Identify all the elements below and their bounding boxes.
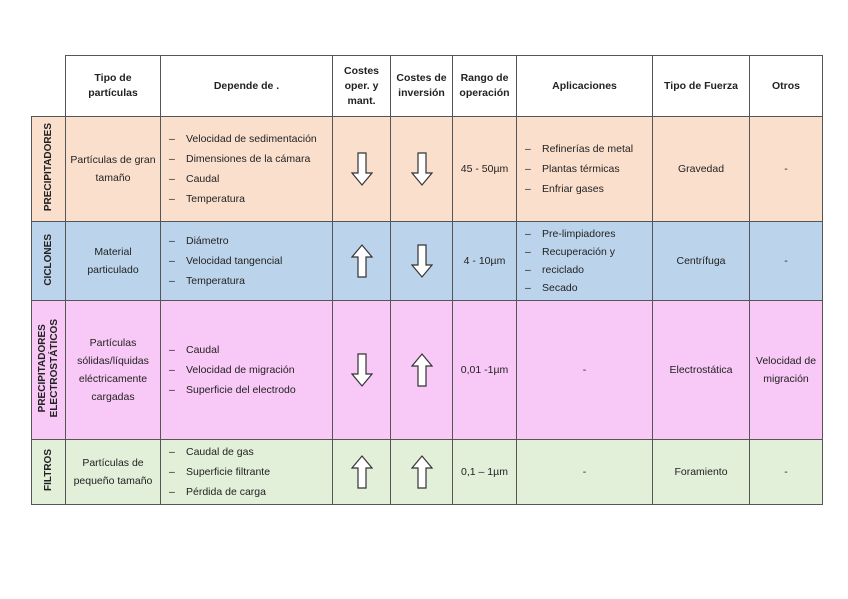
header-costes-inv: Costes de inversión	[391, 56, 453, 117]
cell-fuerza: Centrífuga	[653, 222, 750, 301]
row-electrostaticos	[32, 301, 823, 440]
cell-rango: 0,01 -1µm	[453, 301, 517, 440]
cell-costes-oper	[333, 117, 391, 222]
list-item: – Refinerías de metal	[525, 139, 648, 159]
row-label-cell	[32, 301, 66, 440]
list-item: – reciclado	[525, 261, 648, 279]
cell-depende	[161, 440, 333, 505]
list-item: – Caudal	[169, 340, 328, 360]
list-item: – Caudal de gas	[169, 442, 328, 462]
row-label-line2: ELECTROSTÁTICOS	[48, 319, 60, 418]
cell-aplicaciones: -	[517, 440, 653, 505]
list-item: – Caudal	[169, 169, 328, 189]
cell-rango: 45 - 50µm	[453, 117, 517, 222]
cell-costes-inv	[391, 117, 453, 222]
cell-tipo: Material particulado	[66, 222, 161, 301]
down-arrow-icon	[351, 152, 373, 186]
list-item: – Velocidad de migración	[169, 360, 328, 380]
header-tipo: Tipo de partículas	[66, 56, 161, 117]
cell-depende	[161, 301, 333, 440]
row-label-cell	[32, 117, 66, 222]
row-label-line1: PRECIPITADORES	[36, 324, 48, 413]
cell-costes-oper	[333, 222, 391, 301]
header-row	[32, 56, 823, 117]
cell-costes-inv	[391, 222, 453, 301]
cell-costes-oper	[333, 440, 391, 505]
row-label-cell	[32, 440, 66, 505]
cell-costes-oper	[333, 301, 391, 440]
cell-aplicaciones	[517, 117, 653, 222]
list-item: – Dimensiones de la cámara	[169, 149, 328, 169]
list-item: – Superficie filtrante	[169, 462, 328, 482]
row-label: CICLONES	[42, 233, 54, 286]
list-item: – Enfriar gases	[525, 179, 648, 199]
cell-otros: -	[750, 440, 823, 505]
cell-otros: Velocidad de migración	[750, 301, 823, 440]
header-otros: Otros	[750, 56, 823, 117]
cell-fuerza: Electrostática	[653, 301, 750, 440]
cell-rango: 4 - 10µm	[453, 222, 517, 301]
cell-costes-inv	[391, 440, 453, 505]
cell-depende	[161, 117, 333, 222]
comparison-table	[31, 55, 823, 505]
header-depende: Depende de .	[161, 56, 333, 117]
cell-fuerza: Foramiento	[653, 440, 750, 505]
up-arrow-icon	[411, 455, 433, 489]
list-item: – Plantas térmicas	[525, 159, 648, 179]
list-item: – Superficie del electrodo	[169, 380, 328, 400]
down-arrow-icon	[351, 353, 373, 387]
list-item: – Pérdida de carga	[169, 482, 328, 502]
header-rango: Rango de operación	[453, 56, 517, 117]
up-arrow-icon	[351, 455, 373, 489]
up-arrow-icon	[351, 244, 373, 278]
cell-aplicaciones: -	[517, 301, 653, 440]
cell-costes-inv	[391, 301, 453, 440]
list-item: – Temperatura	[169, 189, 328, 209]
cell-depende	[161, 222, 333, 301]
list-item: – Recuperación y	[525, 243, 648, 261]
list-item: – Temperatura	[169, 271, 328, 291]
row-label: PRECIPITADORES	[42, 123, 54, 212]
row-ciclones	[32, 222, 823, 301]
header-aplicaciones: Aplicaciones	[517, 56, 653, 117]
row-label: FILTROS	[42, 449, 54, 492]
cell-fuerza: Gravedad	[653, 117, 750, 222]
cell-aplicaciones	[517, 222, 653, 301]
cell-tipo: Partículas de gran tamaño	[66, 117, 161, 222]
row-label	[37, 319, 61, 417]
list-item: – Velocidad de sedimentación	[169, 129, 328, 149]
row-label-cell	[32, 222, 66, 301]
list-item: – Velocidad tangencial	[169, 251, 328, 271]
header-fuerza: Tipo de Fuerza	[653, 56, 750, 117]
cell-rango: 0,1 – 1µm	[453, 440, 517, 505]
row-filtros	[32, 440, 823, 505]
header-costes-oper: Costes oper. y mant.	[333, 56, 391, 117]
list-item: – Pre-limpiadores	[525, 225, 648, 243]
down-arrow-icon	[411, 152, 433, 186]
cell-otros: -	[750, 222, 823, 301]
list-item: – Secado	[525, 279, 648, 297]
down-arrow-icon	[411, 244, 433, 278]
row-precipitadores	[32, 117, 823, 222]
corner-cell	[32, 56, 66, 117]
list-item: – Diámetro	[169, 231, 328, 251]
cell-tipo: Partículas de pequeño tamaño	[66, 440, 161, 505]
cell-tipo: Partículas sólidas/líquidas eléctricamente cargadas	[66, 301, 161, 440]
cell-otros: -	[750, 117, 823, 222]
up-arrow-icon	[411, 353, 433, 387]
